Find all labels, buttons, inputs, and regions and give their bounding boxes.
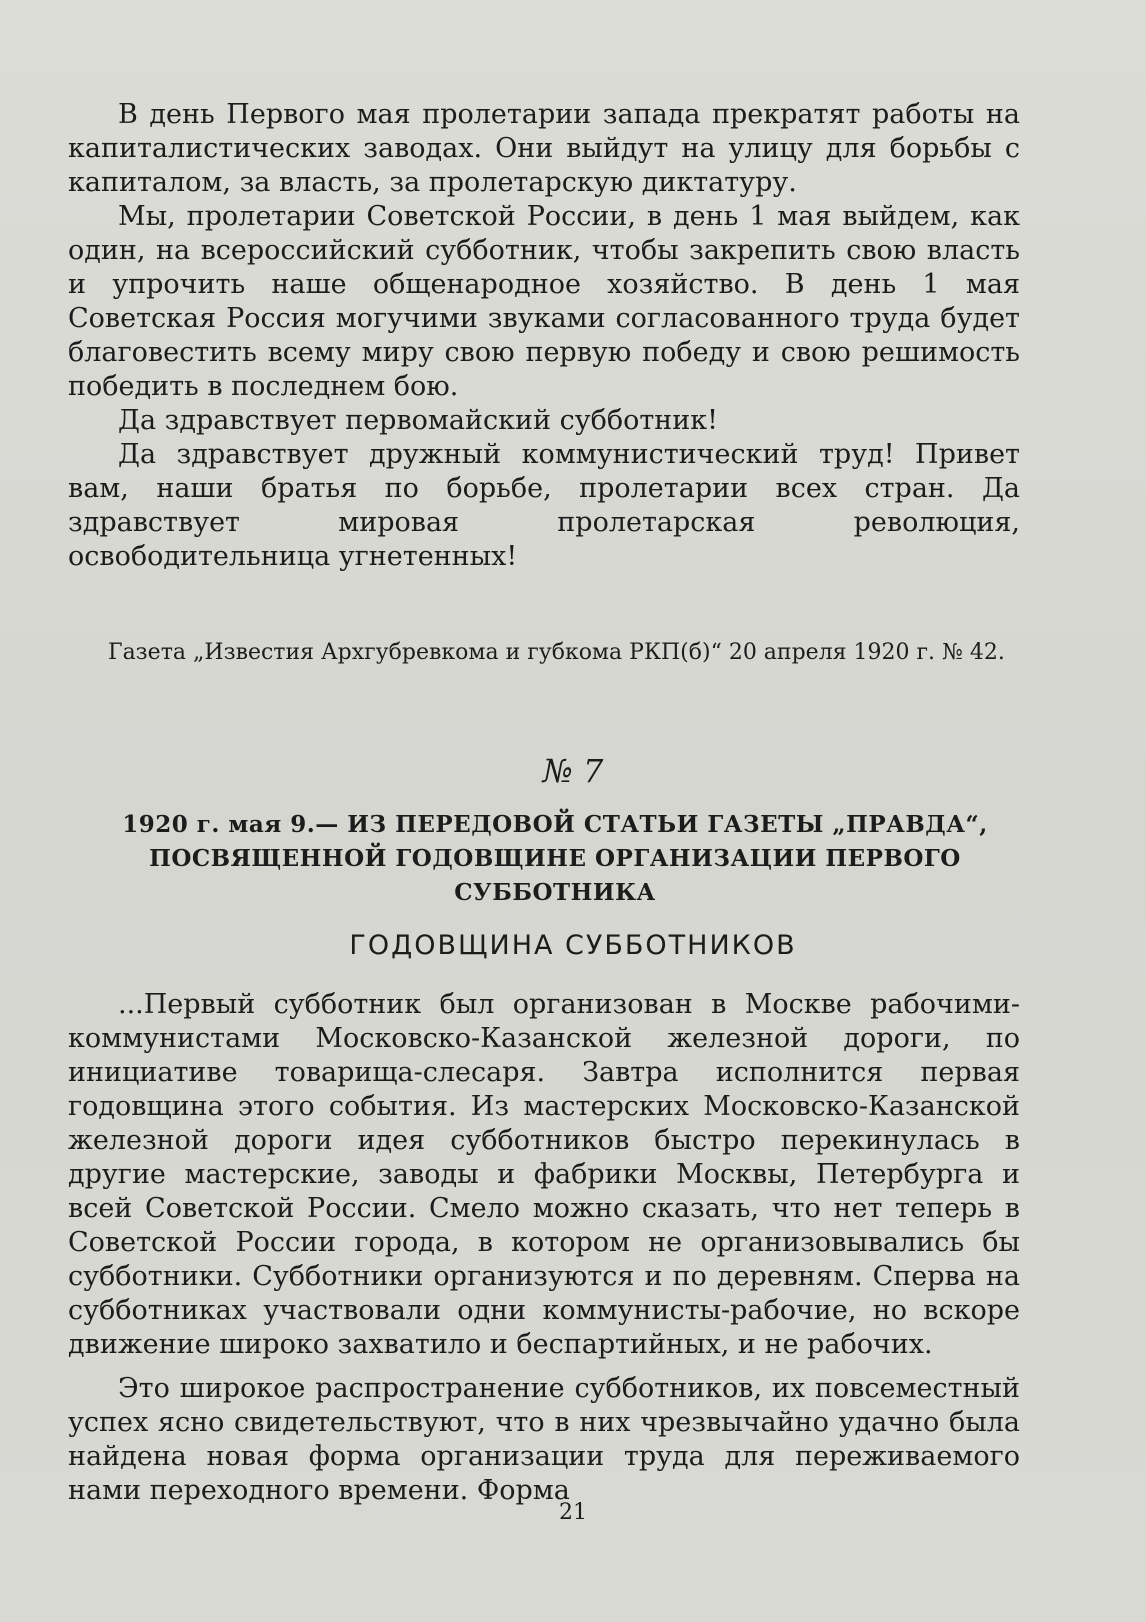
paragraph-long-live-labor: Да здравствует дружный коммунистический труд! Привет вам, наши братья по борьбе, пролетарии всех стран. Да здравствует мировая пролетарская революция, освободительница угнетенных! xyxy=(68,439,1020,572)
article-title: ГОДОВЩИНА СУББОТНИКОВ xyxy=(349,930,797,961)
article-text-block xyxy=(68,988,1020,1508)
paragraph-long-live-subbotnik: Да здравствует первомайский субботник! xyxy=(118,405,719,436)
paragraph-first-subbotnik: ...Первый субботник был организован в Москве рабочими-коммунистами Московско-Казанской железной дороги, по инициативе товарища-слесаря. Завтра исполнится первая годовщина этого события. Из мастерских Московско-Казанской железной дороги идея субботников быстро перекинулась в другие мастерские, заводы и фабрики Москвы, Петербурга и всей Советской России. Смело можно сказать, что нет теперь в Советской России города, в котором не организовывались бы субботники. Субботники организуются и по деревням. Сперва на субботниках участвовали одни коммунисты-рабочие, но вскоре движение широко захватило и беспартийных, и не рабочих. xyxy=(68,989,1020,1360)
page-number: 21 xyxy=(559,1500,587,1525)
paragraph-soviet-subbotnik: Мы, пролетарии Советской России, в день 1 мая выйдем, как один, на всероссийский субботник, чтобы закрепить свою власть и упрочить наше общенародное хозяйство. В день 1 мая Советская Россия могучими звуками согласованного труда будет благовестить всему миру свою первую победу и свою решимость победить в последнем бою. xyxy=(68,201,1020,402)
source-note: Газета „Известия Архгубревкома и губкома РКП(б)“ 20 апреля 1920 г. № 42. xyxy=(108,640,1005,665)
paragraph-may-day-west: В день Первого мая пролетарии запада прекратят работы на капиталистических заводах. Они выйдут на улицу для борьбы с капиталом, за власть, за пролетарскую диктатуру. xyxy=(68,99,1020,198)
source-note-block xyxy=(68,638,1020,668)
top-text-block xyxy=(68,98,1020,574)
paragraph-wide-spread: Это широкое распространение субботников, их повсеместный успех ясно свидетельствуют, что в них чрезвычайно удачно была найдена новая форма организации труда для переживаемого нами переходного времени. Форма xyxy=(68,1373,1020,1506)
document-number: № 7 xyxy=(542,752,604,790)
document-heading: 1920 г. мая 9.— ИЗ ПЕРЕДОВОЙ СТАТЬИ ГАЗЕТЫ „ПРАВДА“, ПОСВЯЩЕННОЙ ГОДОВЩИНЕ ОРГАНИЗАЦИИ ПЕРВОГО СУББОТНИКА xyxy=(122,811,988,906)
